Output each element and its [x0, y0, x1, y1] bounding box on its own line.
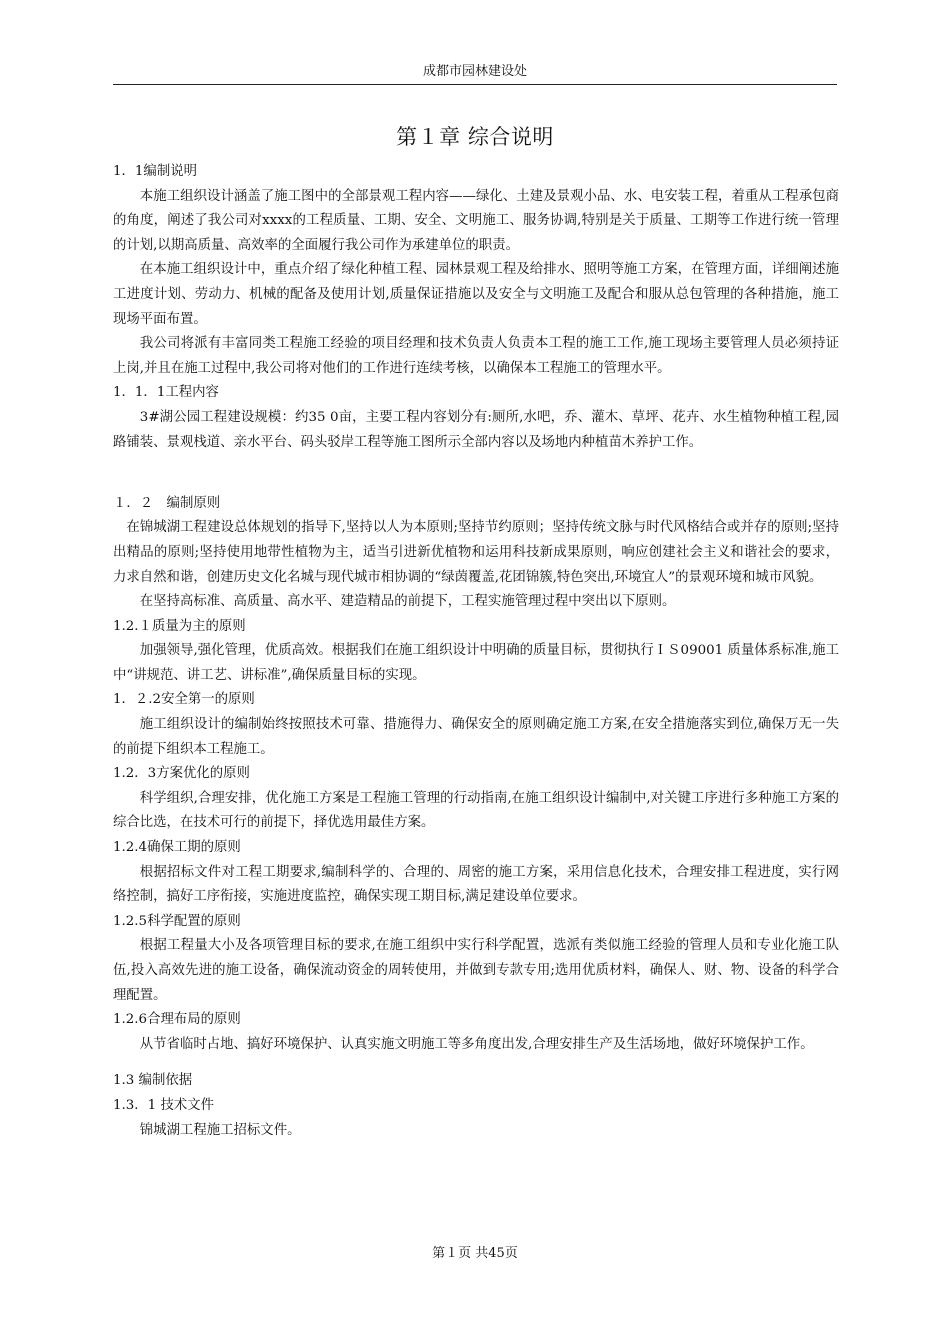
paragraph: 我公司将派有丰富同类工程施工经验的项目经理和技术负责人负责本工程的施工工作,施工现场主要管理人员必须持证上岗,并且在施工过程中,我公司将对他们的工作进行连续考核，以确保本工程施工的管理水平。 [113, 336, 839, 376]
document-body [113, 160, 839, 1143]
header-text: 成都市园林建设处 [422, 64, 527, 79]
spacer [113, 480, 839, 492]
spacer [113, 1057, 839, 1069]
section-heading-1-2: １．２ 编制原则 [113, 495, 221, 511]
page-number: 第１页 共45页 [432, 1246, 518, 1261]
paragraph: 在锦城湖工程建设总体规划的指导下,坚持以人为本原则;坚持节约原则；坚持传统文脉与时代风格结合或并存的原则;坚持出精品的原则;坚持使用地带性植物为主，适当引进新优植物和运用科技新成果原则，响应创建社会主义和谐社会的要求，力求自然和谐，创建历史文化名城与现代城市相协调的“绿茵覆盖,花团锦簇,特色突出,环境宜人”的景观环境和城市风貌。 [113, 520, 839, 585]
paragraph: 锦城湖工程施工招标文件。 [139, 1122, 301, 1138]
paragraph: 科学组织,合理安排，优化施工方案是工程施工管理的行动指南,在施工组织设计编制中,对关键工序进行多种施工方案的综合比选，在技术可行的前提下，择优选用最佳方案。 [113, 790, 839, 831]
paragraph: 从节省临时占地、搞好环境保护、认真实施文明施工等多角度出发,合理安排生产及生活场地，做好环境保护工作。 [139, 1036, 814, 1052]
paragraph: 本施工组织设计涵盖了施工图中的全部景观工程内容——绿化、土建及景观小品、水、电安装工程，着重从工程承包商的角度，阐述了我公司对xxxx的工程质量、工期、安全、文明施工、服务协调,特别是关于质量、工期等工作进行统一管理的计划,以期高质量、高效率的全面履行我公司作为承建单位的职责。 [113, 188, 839, 253]
section-heading-1-2-1: 1.2.１质量为主的原则 [113, 618, 246, 634]
paragraph: 施工组织设计的编制始终按照技术可靠、措施得力、确保安全的原则确定施工方案,在安全措施落实到位,确保万无一失的前提下组织本工程施工。 [113, 717, 839, 757]
paragraph: 在坚持高标准、高质量、高水平、建造精品的前提下，工程实施管理过程中突出以下原则。 [139, 594, 676, 610]
spacer [113, 455, 839, 480]
paragraph: 加强领导,强化管理，优质高效。根据我们在施工组织设计中明确的质量目标，贯彻执行ＩＳ09001 质量体系标准,施工中“讲规范、讲工艺、讲标准”,确保质量目标的实现。 [113, 643, 839, 683]
paragraph: 3#湖公园工程建设规模：约35 0亩，主要工程内容划分有:厕所,水吧，乔、灌木、草坪、花卉、水生植物种植工程,园路铺装、景观栈道、亲水平台、码头驳岸工程等施工图所示全部内容以及场地内种植苗木养护工作。 [113, 409, 839, 450]
paragraph: 根据工程量大小及各项管理目标的要求,在施工组织中实行科学配置，选派有类似施工经验的管理人员和专业化施工队伍,投入高效先进的施工设备，确保流动资金的周转使用，并做到专款专用;选用优质材料，确保人、财、物、设备的科学合理配置。 [113, 938, 839, 1003]
section-heading-1-3-1: 1.3．1 技术文件 [113, 1097, 215, 1113]
section-heading-1-2-3: 1.2．3方案优化的原则 [113, 766, 250, 782]
paragraph: 根据招标文件对工程工期要求,编制科学的、合理的、周密的施工方案，采用信息化技术，合理安排工程进度，实行网络控制，搞好工序衔接，实施进度监控，确保实现工期目标,满足建设单位要求。 [113, 864, 839, 905]
section-heading-1-1: 1．1编制说明 [113, 164, 197, 179]
section-heading-1-2-5: 1.2.5科学配置的原则 [113, 913, 241, 929]
chapter-title: 第１章 综合说明 [396, 125, 554, 149]
section-heading-1-2-2: 1．２.2安全第一的原则 [113, 692, 255, 708]
section-heading-1-1-1: 1．1．1工程内容 [113, 385, 219, 401]
paragraph: 在本施工组织设计中，重点介绍了绿化种植工程、园林景观工程及给排水、照明等施工方案，在管理方面，详细阐述施工进度计划、劳动力、机械的配备及使用计划,质量保证措施以及安全与文明施工及配合和服从总包管理的各种措施，施工现场平面布置。 [113, 262, 839, 327]
section-heading-1-2-6: 1.2.6合理布局的原则 [113, 1012, 241, 1028]
page-footer [113, 1244, 837, 1264]
page-header [113, 62, 837, 85]
section-heading-1-2-4: 1.2.4确保工期的原则 [113, 840, 241, 856]
section-heading-1-3: 1.3 编制依据 [113, 1073, 193, 1089]
